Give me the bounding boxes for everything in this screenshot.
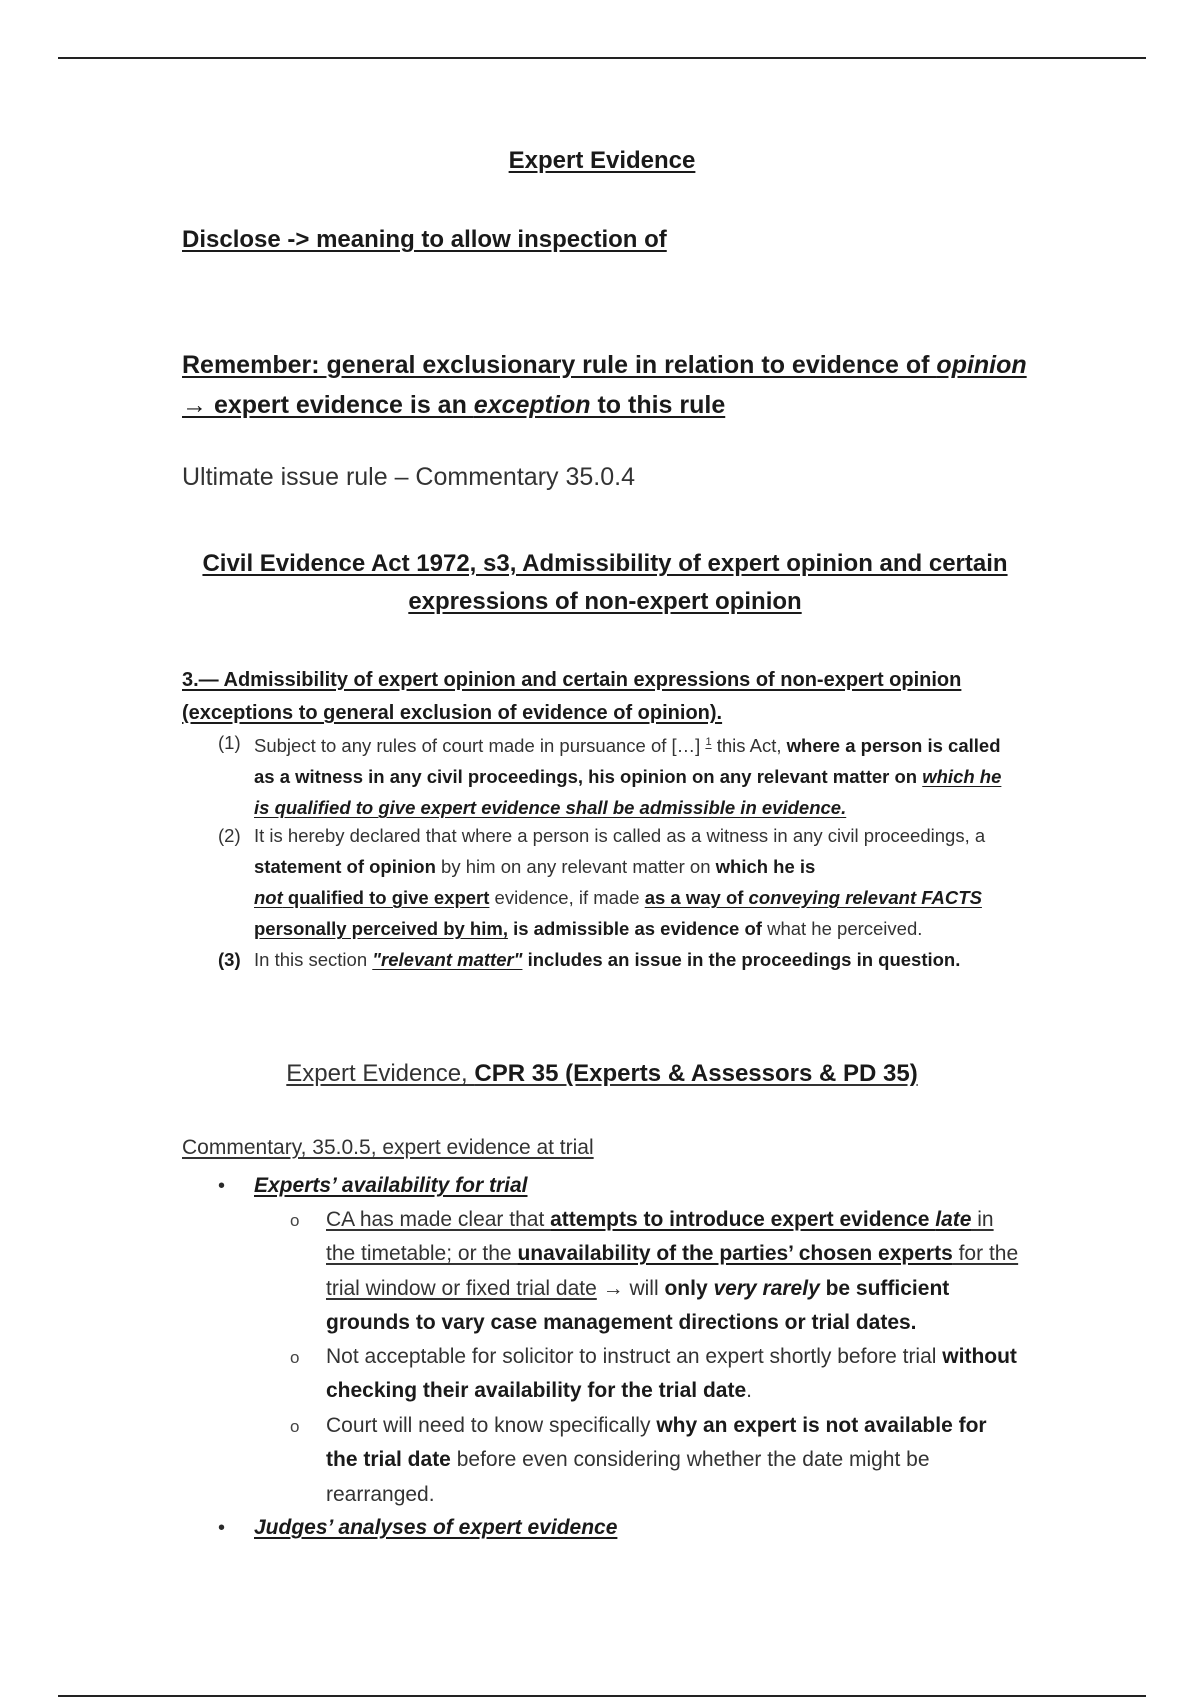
bullet-icon: • <box>218 1517 226 1539</box>
list-item: o CA has made clear that attempts to introduce expert evidence late in the timetable; or the unavailability of the parties’ chosen experts for the trial window or fixed trial date → will only very rarely be sufficient grounds to vary case management directions or trial dates. <box>290 1203 1020 1340</box>
disclose-heading: Disclose -> meaning to allow inspection of <box>182 226 667 253</box>
cea-section-heading: Civil Evidence Act 1972, s3, Admissibility of expert opinion and certain expressions of non-expert opinion <box>202 550 1008 615</box>
subsection-1: (1) Subject to any rules of court made in pursuance of […] $^1$ this Act, where a person is called as a witness in any civil proceedings, his opinion on any relevant matter on which he is qualified to give expert evidence shall be admissible in evidence. <box>218 732 1002 819</box>
arrow-right-icon: → <box>182 391 207 419</box>
arrow-right-icon: → will <box>596 1276 665 1300</box>
remember-heading: Remember: general exclusionary rule in relation to evidence of opinion → expert evidence is an exception to this rule <box>182 351 1027 419</box>
circle-bullet-icon: o <box>290 1348 300 1367</box>
circle-bullet-icon: o <box>290 1211 300 1230</box>
subsection-3: (3) In this section "relevant matter" includes an issue in the proceedings in question. <box>218 949 961 970</box>
subsection-2: (2) It is hereby declared that where a person is called as a witness in any civil proceedings, a statement of opinion by him on any relevant matter on which he is not qualified to give expert evidence, if made as a way of conveying relevant FACTS personally perceived by him, is admissible as evidence of what he perceived. <box>218 825 986 939</box>
footer-rule <box>58 1695 1146 1697</box>
footnote-ref: 1 <box>705 736 712 748</box>
list-item: • Experts’ availability for trial <box>218 1169 1018 1203</box>
list-item: • Judges’ analyses of expert evidence <box>218 1511 1018 1545</box>
ultimate-issue-line: Ultimate issue rule – Commentary 35.0.4 <box>182 463 635 491</box>
bullet-icon: • <box>218 1175 226 1197</box>
page-title: Expert Evidence <box>508 147 696 174</box>
cpr-heading: Expert Evidence, CPR 35 (Experts & Assessors & PD 35) <box>286 1060 918 1087</box>
list-item: o Court will need to know specifically why an expert is not available for the trial date before even considering whether the date might be rearranged. <box>290 1409 1020 1512</box>
section-3-heading: 3.— Admissibility of expert opinion and certain expressions of non-expert opinion (exceptions to general exclusion of evidence of opinion). <box>182 669 962 724</box>
circle-bullet-icon: o <box>290 1417 300 1436</box>
header-rule <box>58 57 1146 59</box>
commentary-heading: Commentary, 35.0.5, expert evidence at trial <box>182 1136 594 1159</box>
list-item: o Not acceptable for solicitor to instruct an expert shortly before trial without checking their availability for the trial date. <box>290 1340 1020 1409</box>
